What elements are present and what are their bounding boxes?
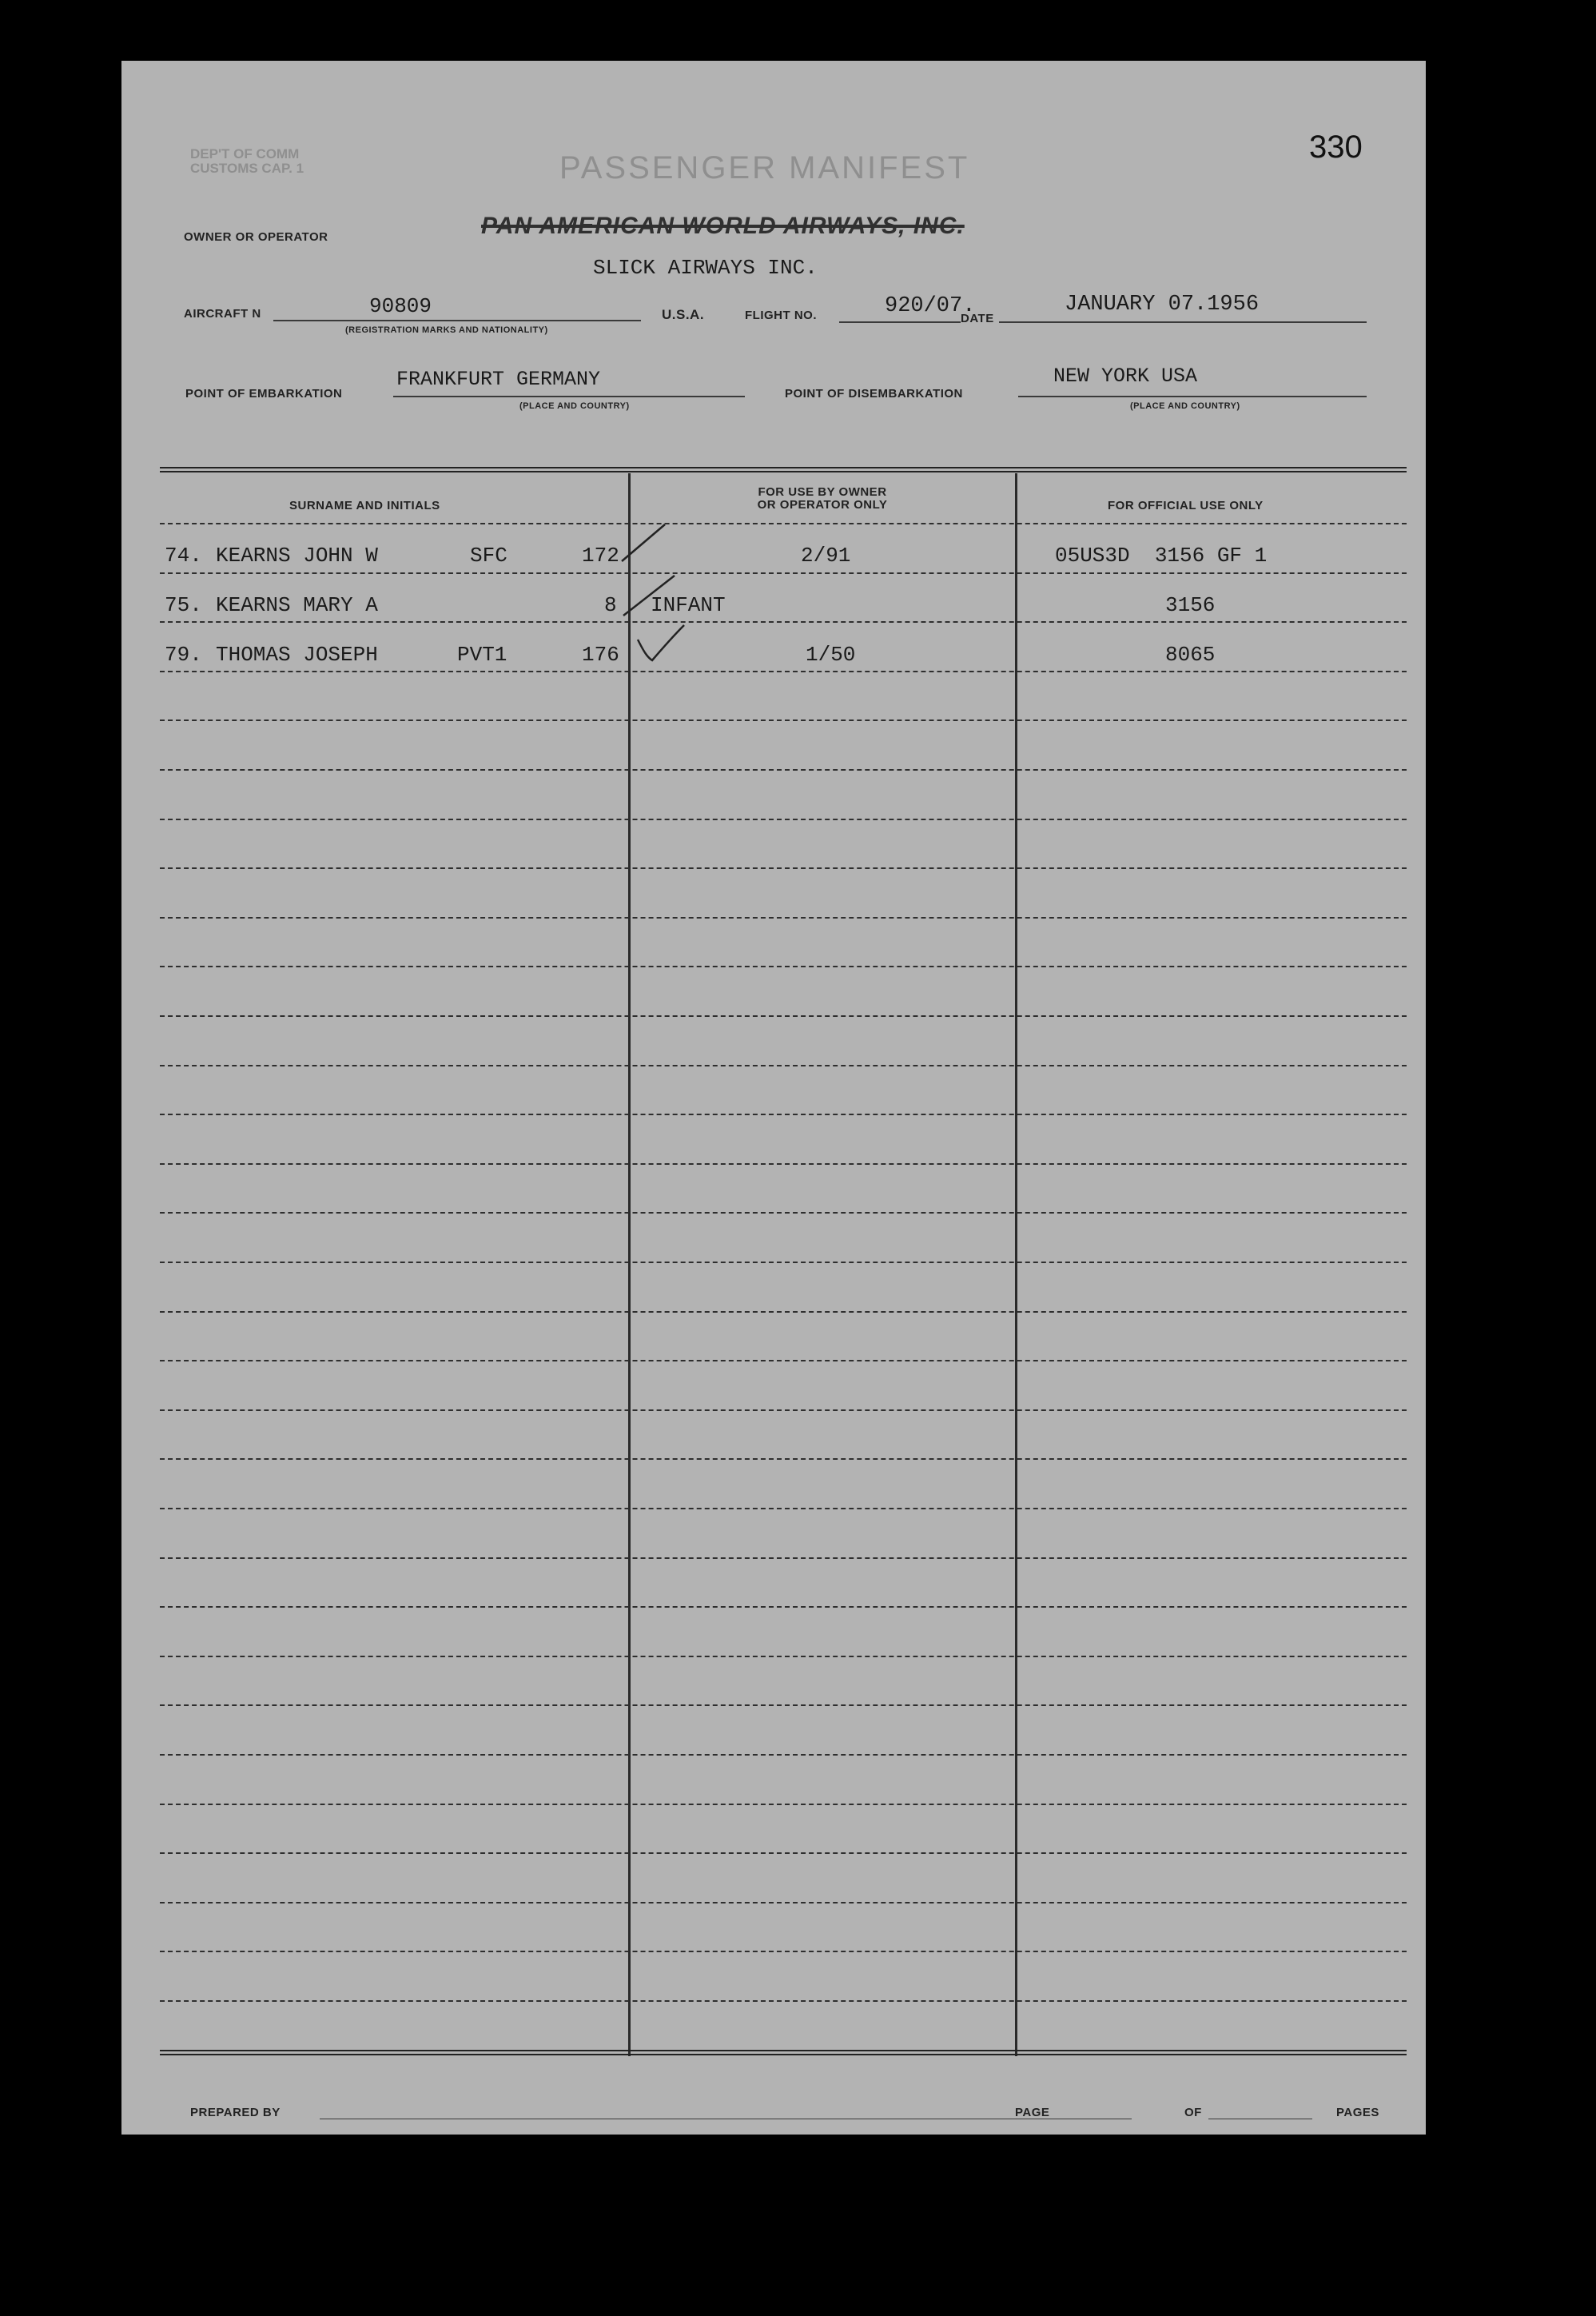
owner-note: INFANT <box>651 593 726 617</box>
table-row-line <box>160 1163 1407 1165</box>
struck-operator-name: PAN AMERICAN WORLD AIRWAYS, INC. <box>481 213 965 239</box>
passenger-rank: PVT1 <box>457 643 507 667</box>
date-label: DATE <box>961 312 994 325</box>
official-value: 8065 <box>1165 643 1216 667</box>
table-row-line <box>160 769 1407 771</box>
table-row-line <box>160 1311 1407 1313</box>
form-title: PASSENGER MANIFEST <box>559 150 970 185</box>
official-value: 3156 <box>1165 593 1216 617</box>
column-header-official: FOR OFFICIAL USE ONLY <box>1108 499 1264 512</box>
table-row-line <box>160 966 1407 967</box>
date-value: JANUARY 07.1956 <box>1065 293 1260 317</box>
table-row <box>121 537 1426 582</box>
table-top-rule <box>160 467 1407 472</box>
table-row-line <box>160 1557 1407 1559</box>
official-value: 05US3D 3156 GF 1 <box>1055 544 1268 568</box>
table-row-line <box>160 2000 1407 2002</box>
aircraft-value: 90809 <box>369 294 432 318</box>
table-row-line <box>160 523 1407 524</box>
table-row-line <box>160 1754 1407 1756</box>
stamp-line-1: DEP'T OF COMM <box>190 146 300 161</box>
column-divider-1 <box>628 473 631 2056</box>
owner-value: 2/91 <box>801 544 851 568</box>
customs-stamp <box>190 147 304 176</box>
column-divider-2 <box>1015 473 1017 2056</box>
table-row-line <box>160 1065 1407 1066</box>
table-row-line <box>160 1212 1407 1214</box>
table-row <box>121 587 1426 632</box>
passenger-name: KEARNS MARY A <box>216 593 378 617</box>
flight-label: FLIGHT NO. <box>745 309 817 322</box>
checkmark-icon <box>617 492 713 684</box>
table-row-line <box>160 1902 1407 1903</box>
aircraft-country: U.S.A. <box>662 307 705 322</box>
passenger-weight: 8 <box>604 593 617 617</box>
stamp-line-2: CUSTOMS CAP. 1 <box>190 161 304 176</box>
table-row-line <box>160 1409 1407 1411</box>
owner-label: OWNER OR OPERATOR <box>184 230 328 244</box>
disembarkation-value: NEW YORK USA <box>1053 365 1198 388</box>
aircraft-sublabel: (REGISTRATION MARKS AND NATIONALITY) <box>345 325 548 335</box>
embarkation-value: FRANKFURT GERMANY <box>396 368 601 391</box>
table-row-line <box>160 867 1407 869</box>
aircraft-label: AIRCRAFT N <box>184 307 261 321</box>
table-row-line <box>160 1360 1407 1361</box>
embarkation-sublabel: (PLACE AND COUNTRY) <box>519 401 630 411</box>
table-row-line <box>160 1015 1407 1017</box>
passenger-weight: 172 <box>582 544 619 568</box>
manifest-sheet <box>121 61 1426 2135</box>
table-row-line <box>160 1508 1407 1509</box>
row-number: 75. <box>165 593 202 617</box>
table-row-line <box>160 1852 1407 1854</box>
column-header-name: SURNAME AND INITIALS <box>289 499 440 512</box>
passenger-weight: 176 <box>582 643 619 667</box>
table-row-line <box>160 1704 1407 1706</box>
table-row-line <box>160 1804 1407 1805</box>
table-row-line <box>160 1458 1407 1460</box>
pages-label: PAGES <box>1336 2106 1379 2119</box>
disembarkation-sublabel: (PLACE AND COUNTRY) <box>1130 401 1240 411</box>
page-label: PAGE <box>1015 2106 1050 2119</box>
operator-name: SLICK AIRWAYS INC. <box>593 256 818 280</box>
table-row-line <box>160 1114 1407 1115</box>
page-number: 330 <box>1309 130 1363 165</box>
passenger-name: KEARNS JOHN W <box>216 544 378 568</box>
table-row-line <box>160 917 1407 919</box>
owner-value: 1/50 <box>806 643 856 667</box>
table-bottom-rule <box>160 2050 1407 2055</box>
prepared-by-label: PREPARED BY <box>190 2106 281 2119</box>
passenger-rank: SFC <box>470 544 507 568</box>
table-row-line <box>160 1951 1407 1952</box>
passenger-name: THOMAS JOSEPH <box>216 643 378 667</box>
owner-header-line-2: OR OPERATOR ONLY <box>757 498 888 512</box>
owner-header-line-1: FOR USE BY OWNER <box>758 485 887 499</box>
flight-value: 920/07. <box>885 294 976 318</box>
table-row-line <box>160 720 1407 721</box>
disembarkation-label: POINT OF DISEMBARKATION <box>785 387 963 401</box>
table-row <box>121 636 1426 681</box>
of-label: OF <box>1184 2106 1202 2119</box>
table-row-line <box>160 1656 1407 1657</box>
row-number: 74. <box>165 544 202 568</box>
row-number: 79. <box>165 643 202 667</box>
table-row-line <box>160 1606 1407 1608</box>
table-row-line <box>160 1262 1407 1263</box>
embarkation-label: POINT OF EMBARKATION <box>185 387 343 401</box>
table-row-line <box>160 819 1407 820</box>
